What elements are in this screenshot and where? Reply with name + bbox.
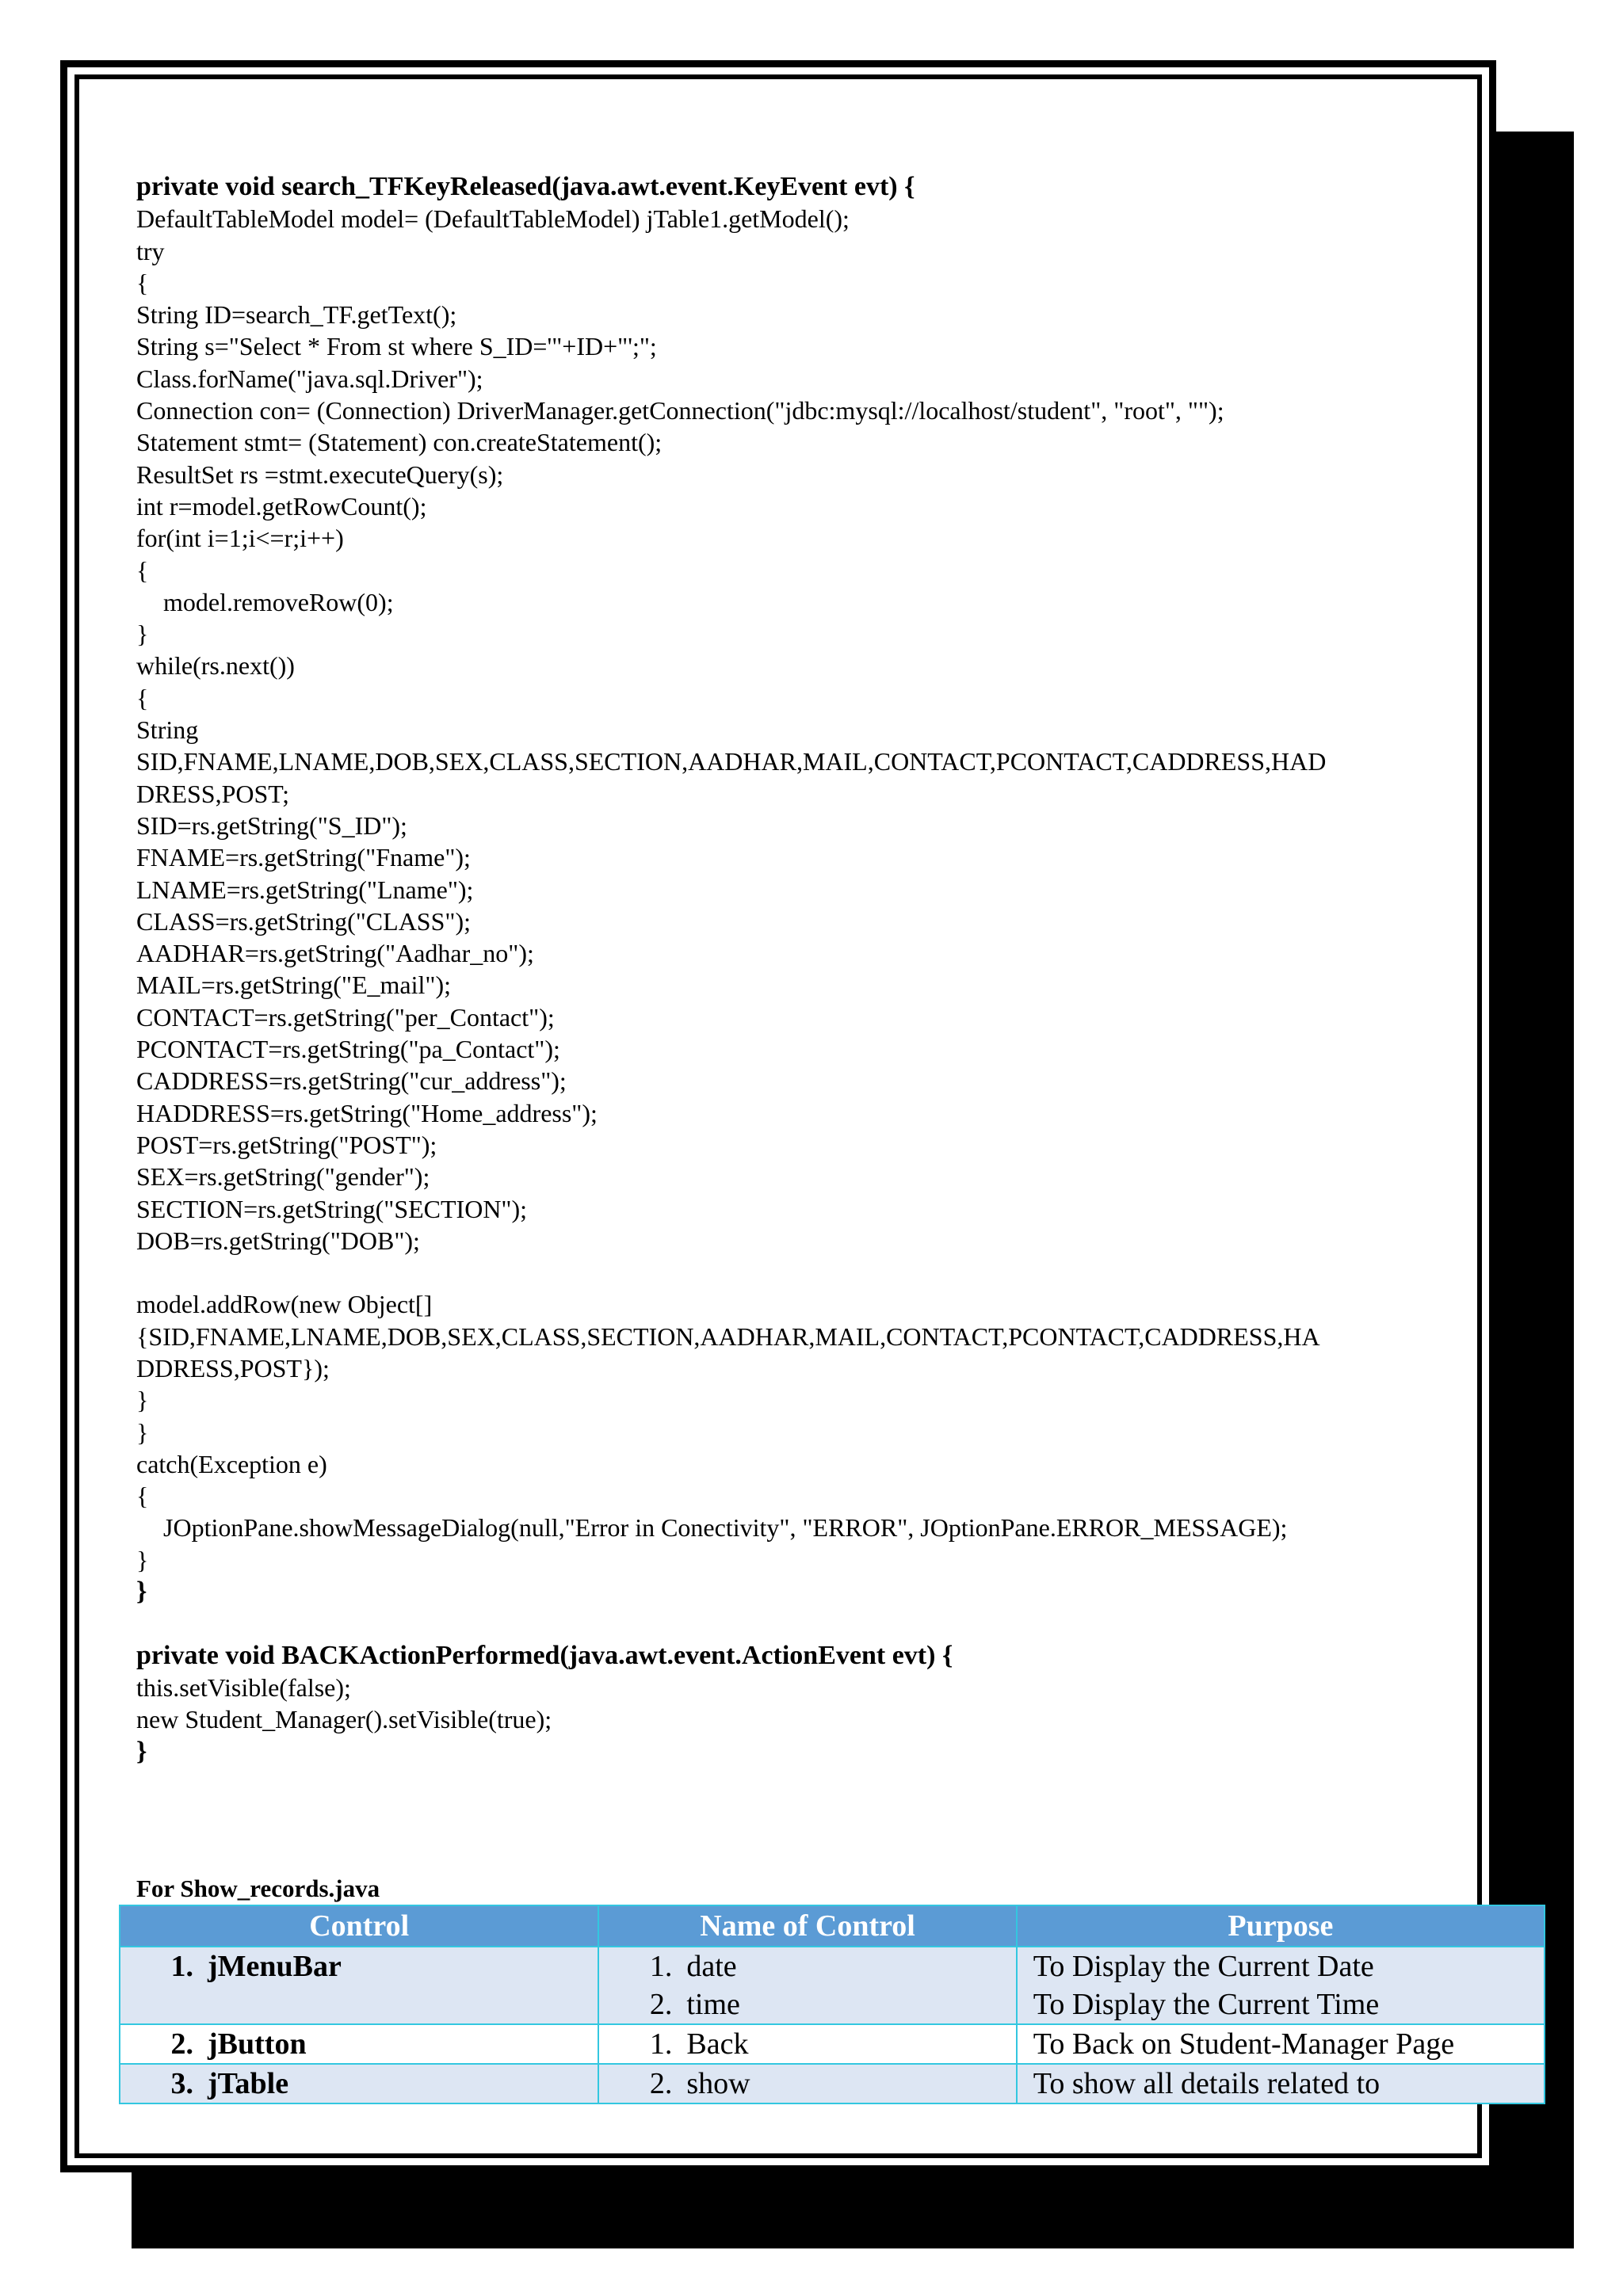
- code-line: {SID,FNAME,LNAME,DOB,SEX,CLASS,SECTION,AADHAR,MAIL,CONTACT,PCONTACT,CADDRESS,HA: [136, 1322, 1320, 1351]
- control-item-name: time: [686, 1988, 740, 2021]
- code-line: model.addRow(new Object[]: [136, 1290, 433, 1319]
- code-line: Class.forName("java.sql.Driver");: [136, 364, 483, 393]
- purpose-text: To Display the Current Date: [1033, 1950, 1374, 1983]
- code-line: SID=rs.getString("S_ID");: [136, 810, 407, 840]
- purpose-text: To Back on Student-Manager Page: [1033, 2027, 1455, 2061]
- code-line: String: [136, 715, 199, 745]
- code-line: }: [136, 1417, 149, 1447]
- table-row: [120, 2024, 1545, 2064]
- control-cell: [120, 2024, 598, 2064]
- control-name: jButton: [208, 2027, 307, 2061]
- table-row: [120, 2064, 1545, 2103]
- code-line: {: [136, 268, 149, 297]
- code-line: DOB=rs.getString("DOB");: [136, 1226, 420, 1255]
- name-cell: [598, 2064, 1016, 2103]
- control-item-name: date: [686, 1950, 737, 1983]
- code-line: MAIL=rs.getString("E_mail");: [136, 971, 451, 1000]
- code-line: SECTION=rs.getString("SECTION");: [136, 1194, 528, 1223]
- table-row: [120, 1947, 1545, 2024]
- code-line: {: [136, 683, 149, 712]
- control-name: jTable: [208, 2067, 289, 2100]
- purpose-text: To show all details related to: [1033, 2067, 1381, 2100]
- code-line: DDRESS,POST});: [136, 1353, 330, 1383]
- code-line: CLASS=rs.getString("CLASS");: [136, 906, 471, 936]
- list-number: 2.: [649, 1988, 673, 2021]
- code-line: SEX=rs.getString("gender");: [136, 1162, 430, 1192]
- code-line: Statement stmt= (Statement) con.createStatement();: [136, 428, 663, 457]
- purpose-text: To Display the Current Time: [1033, 1988, 1380, 2021]
- column-header: Control: [120, 1905, 598, 1947]
- code-line: LNAME=rs.getString("Lname");: [136, 875, 474, 904]
- code-line: JOptionPane.showMessageDialog(null,"Error in Conectivity", "ERROR", JOptionPane.ERROR_MESSAGE);: [163, 1513, 1288, 1543]
- control-item-name: Back: [686, 2027, 749, 2061]
- list-number: 1.: [649, 2027, 673, 2061]
- code-line: catch(Exception e): [136, 1449, 327, 1478]
- blank-line: [136, 1608, 1499, 1639]
- list-number: 2.: [649, 2067, 673, 2100]
- column-header: Purpose: [1017, 1905, 1545, 1947]
- code-line: String s="Select * From st where S_ID='"+ID+"';";: [136, 332, 657, 361]
- method-close-brace: }: [136, 1736, 147, 1766]
- table-header-row: [120, 1905, 1545, 1947]
- control-item-name: show: [686, 2067, 750, 2100]
- code-line: CONTACT=rs.getString("per_Contact");: [136, 1002, 555, 1032]
- purpose-cell: [1017, 2024, 1545, 2064]
- code-lines: [136, 203, 1499, 1576]
- code-line: HADDRESS=rs.getString("Home_address");: [136, 1098, 598, 1127]
- name-cell: [598, 2024, 1016, 2064]
- control-cell: [120, 2064, 598, 2103]
- code-line: DefaultTableModel model= (DefaultTableModel) jTable1.getModel();: [136, 204, 850, 234]
- code-line: while(rs.next()): [136, 651, 295, 681]
- code-line: {: [136, 1482, 149, 1511]
- row-number: 2.: [170, 2027, 193, 2061]
- code-line: CADDRESS=rs.getString("cur_address");: [136, 1066, 567, 1096]
- code-line: AADHAR=rs.getString("Aadhar_no");: [136, 939, 534, 968]
- code-line: for(int i=1;i<=r;i++): [136, 524, 344, 553]
- blank-line: [136, 1257, 1499, 1288]
- code-line: PCONTACT=rs.getString("pa_Contact");: [136, 1035, 560, 1064]
- code-line: model.removeRow(0);: [163, 587, 394, 616]
- code-line: new Student_Manager().setVisible(true);: [136, 1705, 552, 1734]
- row-number: 1.: [170, 1950, 193, 1983]
- code-line: POST=rs.getString("POST");: [136, 1130, 437, 1159]
- code-line: SID,FNAME,LNAME,DOB,SEX,CLASS,SECTION,AADHAR,MAIL,CONTACT,PCONTACT,CADDRESS,HAD: [136, 747, 1327, 776]
- code-line: String ID=search_TF.getText();: [136, 300, 457, 330]
- code-line: }: [136, 620, 149, 649]
- code-line: {: [136, 555, 149, 585]
- code-line: try: [136, 236, 165, 265]
- purpose-cell: [1017, 2064, 1545, 2103]
- column-header: Name of Control: [598, 1905, 1016, 1947]
- code-line: DRESS,POST;: [136, 779, 289, 808]
- code-line: }: [136, 1545, 149, 1574]
- name-cell: [598, 1947, 1016, 2024]
- code-line: }: [136, 1386, 149, 1415]
- code-line: this.setVisible(false);: [136, 1672, 351, 1702]
- code-line: Connection con= (Connection) DriverManager.getConnection("jdbc:mysql://localhost/student", "root", "");: [136, 396, 1224, 425]
- method-close-brace: }: [136, 1577, 147, 1607]
- purpose-cell: [1017, 1947, 1545, 2024]
- control-name: jMenuBar: [208, 1950, 342, 1983]
- code-line: ResultSet rs =stmt.executeQuery(s);: [136, 460, 504, 489]
- code-line: FNAME=rs.getString("Fname");: [136, 843, 471, 872]
- controls-table: [119, 1905, 1545, 2104]
- row-number: 3.: [170, 2067, 193, 2100]
- list-number: 1.: [649, 1950, 673, 1983]
- method-signature: private void BACKActionPerformed(java.awt.event.ActionEvent evt) {: [136, 1640, 953, 1670]
- section-title: For Show_records.java: [136, 1875, 380, 1902]
- control-cell: [120, 1947, 598, 2024]
- code-line: int r=model.getRowCount();: [136, 491, 427, 521]
- method-signature: private void search_TFKeyReleased(java.awt.event.KeyEvent evt) {: [136, 172, 915, 201]
- code-block: [136, 171, 1499, 1768]
